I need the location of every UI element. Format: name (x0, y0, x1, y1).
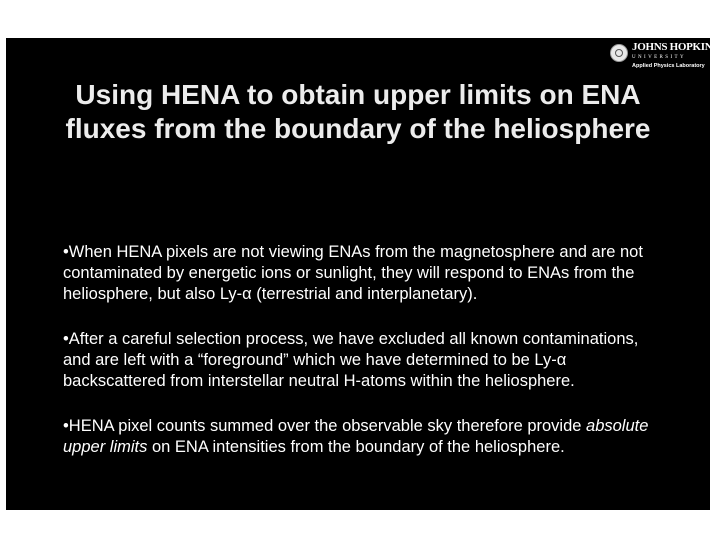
bullet-text: •HENA pixel counts summed over the observable sky therefore provide (63, 417, 587, 435)
bullet-item: •When HENA pixels are not viewing ENAs from the magnetosphere and are not contaminated by energetic ions or sunlight, they will respond to ENAs from the heliosphere, but also Ly-α (terrestrial and interplanetary). (63, 243, 643, 303)
bullet-text: on ENA intensities from the boundary of the heliosphere. (147, 438, 565, 456)
bullet-list (63, 242, 663, 458)
jhu-apl-logo (610, 41, 719, 74)
logo-university: UNIVERSITY (632, 55, 686, 60)
logo-name: JOHNS HOPKINS (632, 41, 719, 53)
bullet-emphasis: absolute upper limits (63, 417, 649, 456)
slide-title: Using HENA to obtain upper limits on ENA fluxes from the boundary of the heliosphere (65, 79, 651, 144)
slide (6, 38, 719, 510)
bullet-item: •After a careful selection process, we have excluded all known contaminations, and are left with a “foreground” which we have determined to be Ly-α backscattered from interstellar neutral H-atoms within the heliosphere. (63, 330, 639, 390)
bullet-item (63, 416, 663, 458)
logo-text (632, 41, 719, 70)
logo-lab: Applied Physics Laboratory (632, 63, 705, 69)
university-seal-icon (610, 44, 628, 62)
